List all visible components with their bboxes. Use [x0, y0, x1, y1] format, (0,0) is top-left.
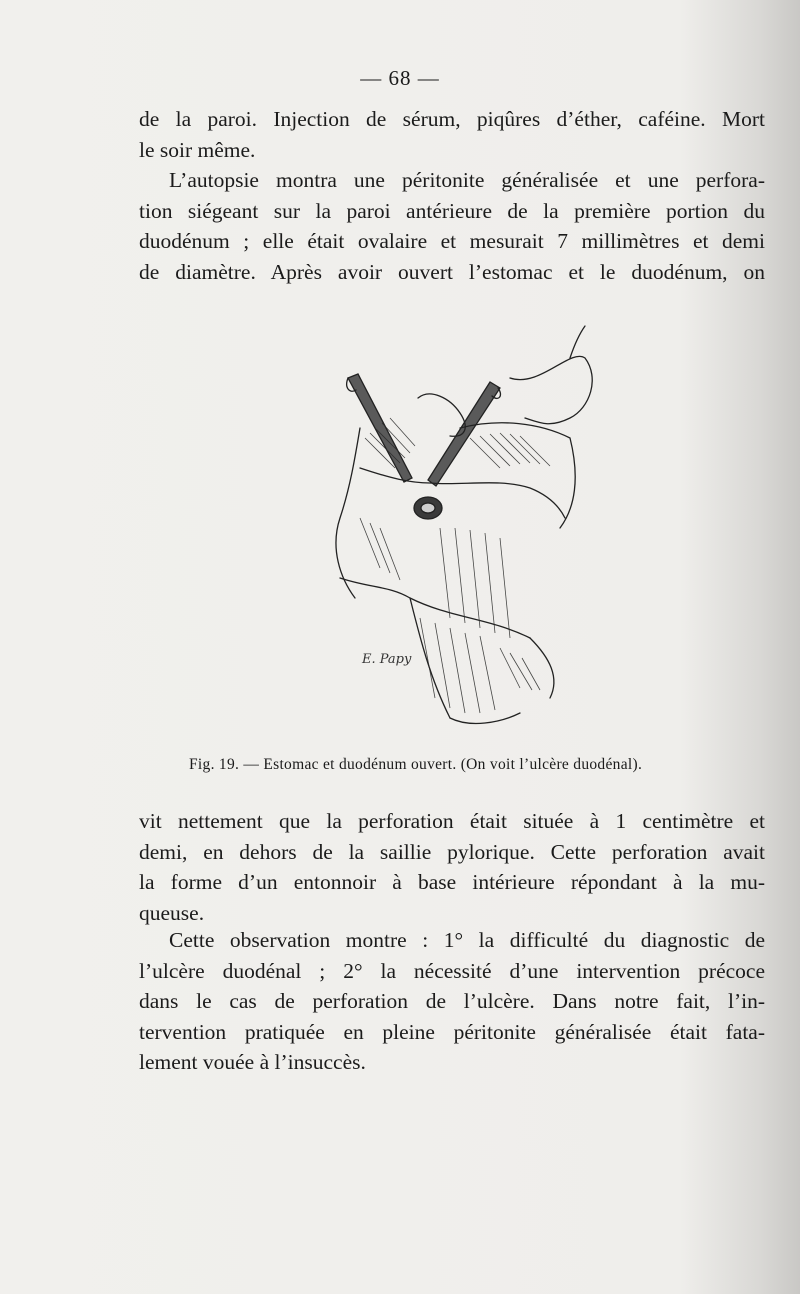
- paragraph-3: [139, 806, 765, 928]
- text-line: vit nettement que la perforation était située à 1 centimètre et: [139, 809, 765, 833]
- text-line: dans le cas de perforation de l’ulcère. Dans notre fait, l’in-: [139, 989, 765, 1013]
- text-line: Cette observation montre : 1° la difficulté du diagnostic de: [169, 928, 765, 952]
- anatomical-illustration: [300, 318, 630, 738]
- paragraph-4: [139, 925, 765, 1078]
- text-line: la forme d’un entonnoir à base intérieure répondant à la mu-: [139, 870, 765, 894]
- paragraph-1: [139, 104, 765, 165]
- text-line: l’ulcère duodénal ; 2° la nécessité d’une intervention précoce: [139, 958, 765, 983]
- text-line: de diamètre. Après avoir ouvert l’estomac et le duodénum, on: [139, 259, 765, 284]
- artist-signature: E. Papy: [362, 652, 412, 667]
- text-line: lement vouée à l’insuccès.: [139, 1050, 366, 1074]
- text-line: demi, en dehors de la saillie pylorique. Cette perforation avait: [139, 839, 765, 864]
- stomach-duodenum-drawing: [300, 318, 630, 738]
- text-line: queuse.: [139, 900, 205, 925]
- text-line: de la paroi. Injection de sérum, piqûres d’éther, caféine. Mort: [139, 107, 765, 131]
- text-line: tervention pratiquée en pleine péritonite généralisée était fata-: [139, 1019, 765, 1044]
- text-line: L’autopsie montra une péritonite généralisée et une perfora-: [169, 168, 765, 192]
- text-line: duodénum ; elle était ovalaire et mesurait 7 millimètres et demi: [139, 229, 765, 253]
- text-line: le soir même.: [139, 137, 256, 162]
- text-line: tion siégeant sur la paroi antérieure de la première portion du: [139, 198, 765, 223]
- paragraph-2: [139, 165, 765, 287]
- page-number: — 68 —: [360, 66, 440, 90]
- figure-caption: Fig. 19. — Estomac et duodénum ouvert. (On voit l’ulcère duodénal).: [189, 756, 643, 773]
